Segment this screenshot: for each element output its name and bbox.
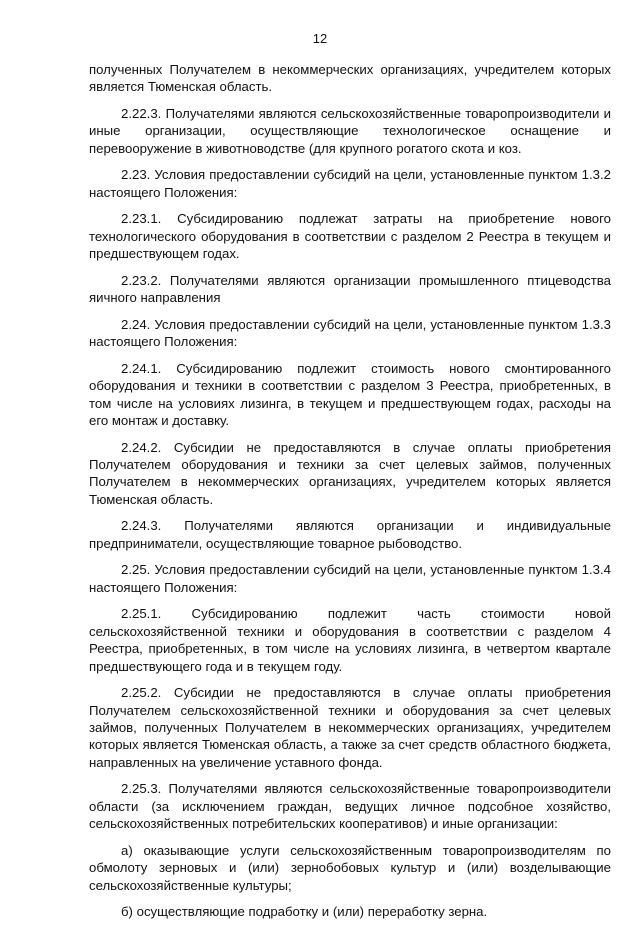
paragraph-2-24-3: 2.24.3. Получателями являются организации и индивидуальные предприниматели, осуществляющие товарное рыбоводство. — [89, 518, 611, 551]
paragraph-2-23-2: 2.23.2. Получателями являются организации промышленного птицеводства яичного направления — [89, 272, 611, 306]
paragraph-2-22-3: 2.22.3. Получателями являются сельскохозяйственные товаропроизводители и иные организации, осуществляющие технологическое оснащение и перевооружение в животноводстве (для крупного рогатого скота и коз. — [89, 106, 611, 156]
paragraph-2-24-2: 2.24.2. Субсидии не предоставляются в случае оплаты приобретения Получателем оборудования и техники за счет целевых займов, полученных Получателем в некоммерческих организациях, учредителем которых является Тюменская область. — [89, 439, 611, 507]
paragraph-2-23-1: 2.23.1. Субсидированию подлежат затраты на приобретение нового технологического оборудования в соответствии с разделом 2 Реестра в текущем и предшествующем годах. — [89, 211, 611, 262]
list-item-a: а) оказывающие услуги сельскохозяйственным товаропроизводителям по обмолоту зерновых и (или) зернобобовых культур и (или) возделывающие сельскохозяйственные культуры; — [89, 842, 611, 893]
paragraph-continuation: полученных Получателем в некоммерческих организациях, учредителем которых является Тюменская область. — [89, 62, 611, 95]
paragraph-2-24: 2.24. Условия предоставлении субсидий на цели, установленные пунктом 1.3.3 настоящего Положения: — [89, 316, 611, 350]
paragraph-2-25-1: 2.25.1. Субсидированию подлежит часть стоимости новой сельскохозяйственной техники и оборудования в соответствии с разделом 4 Реестра, приобретенных, в том числе на условиях лизинга, в четвертом квартале предшествующего года и в текущем году. — [89, 606, 611, 674]
list-item-b: б) осуществляющие подработку и (или) переработку зерна. — [121, 904, 488, 920]
paragraph-2-24-1: 2.24.1. Субсидированию подлежит стоимость нового смонтированного оборудования и техники в соответствии с разделом 3 Реестра, приобретенных, в том числе на условиях лизинга, в текущем и предшествующем годах, расходы на его монтаж и доставку. — [89, 360, 611, 429]
document-body — [89, 61, 611, 930]
paragraph-2-25-3: 2.25.3. Получателями являются сельскохозяйственные товаропроизводители области (за исключением граждан, ведущих личное подсобное хозяйство, сельскохозяйственных потребительских кооперативов) и иные организации: — [89, 781, 611, 832]
paragraph-2-23: 2.23. Условия предоставлении субсидий на цели, установленные пунктом 1.3.2 настоящего Положения: — [89, 167, 611, 200]
paragraph-2-25-2: 2.25.2. Субсидии не предоставляются в случае оплаты приобретения Получателем сельскохозяйственной техники и оборудования за счет целевых займов, полученных Получателем в некоммерческих организациях, учредителем которых является Тюменская область, а также за счет средств областного бюджета, направленных на увеличение уставного фонда. — [89, 685, 611, 770]
page-number: 12 — [312, 31, 328, 46]
paragraph-2-25: 2.25. Условия предоставлении субсидий на цели, установленные пунктом 1.3.4 настоящего Положения: — [89, 562, 611, 595]
